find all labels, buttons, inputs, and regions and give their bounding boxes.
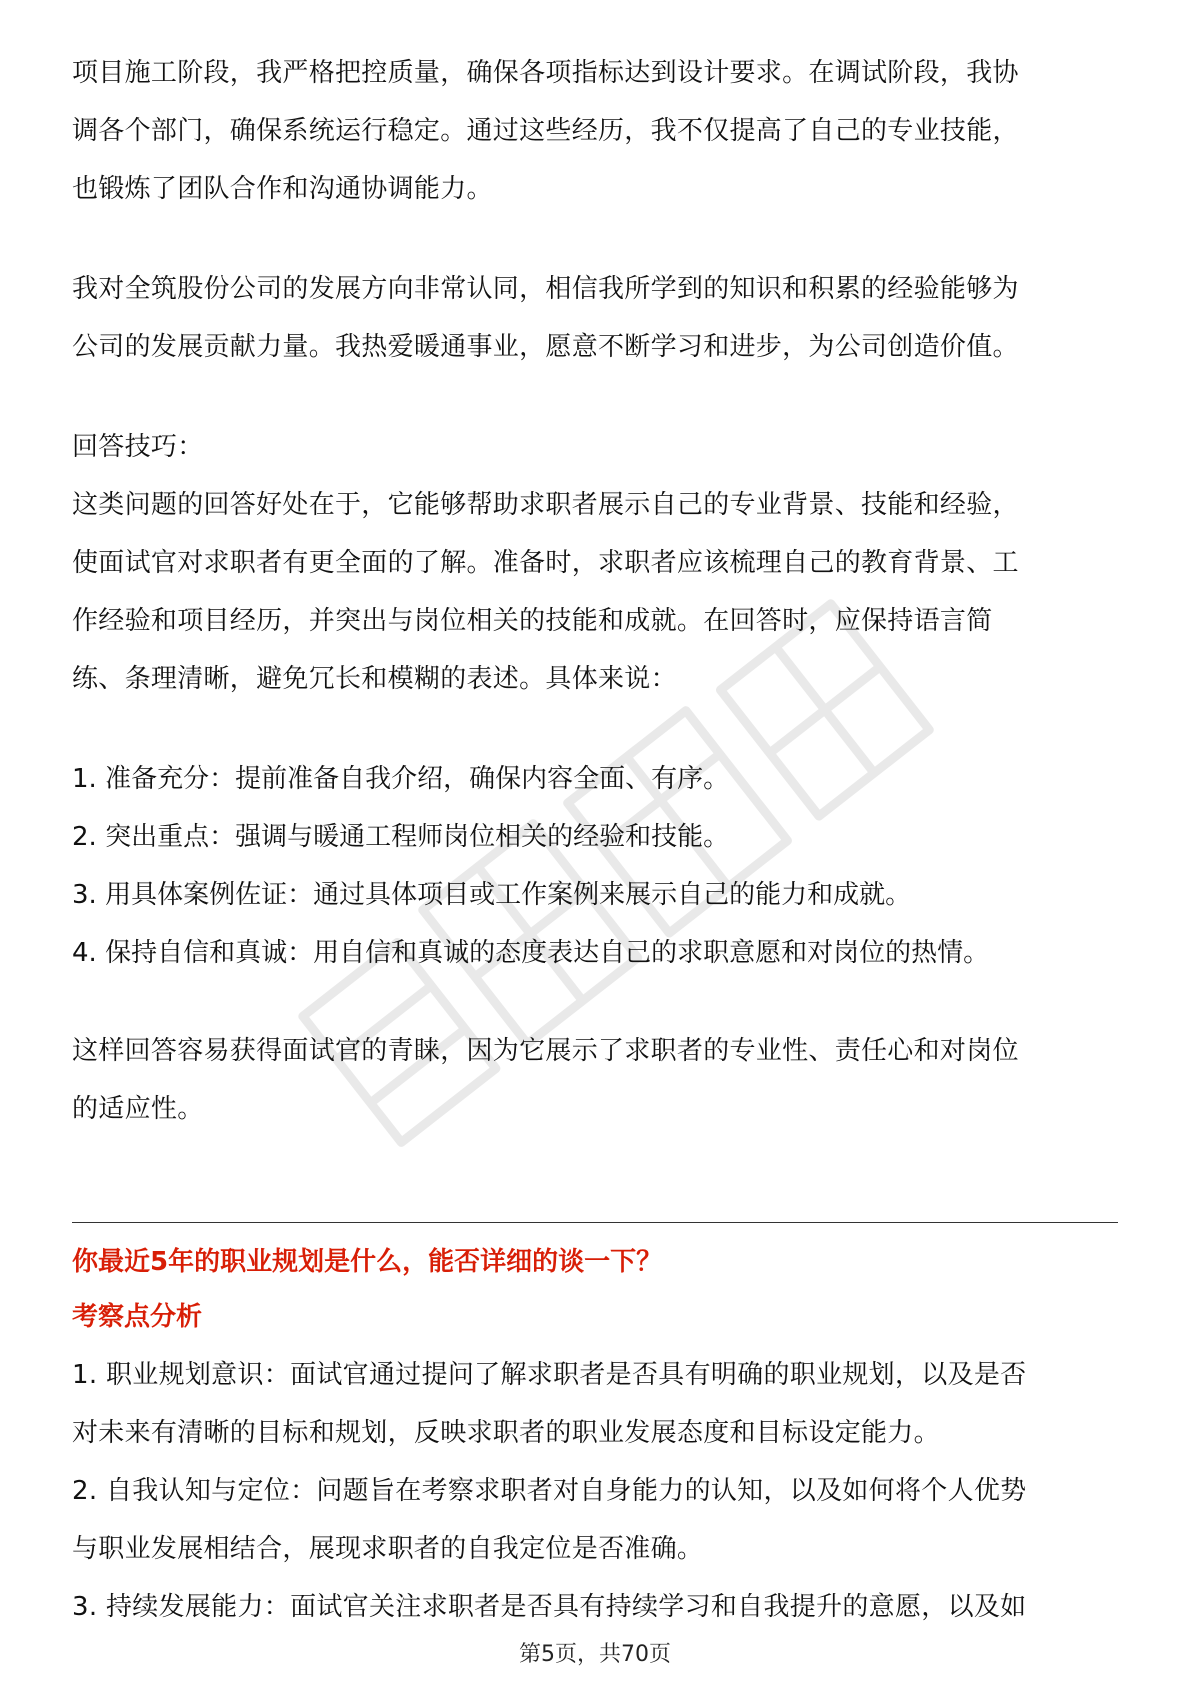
text-line: 1. 职业规划意识：面试官通过提问了解求职者是否具有明确的职业规划，以及是否 <box>72 1360 1027 1390</box>
text-line: 我对全筑股份公司的发展方向非常认同，相信我所学到的知识和积累的经验能够为 <box>72 274 1019 304</box>
text-line: 对未来有清晰的目标和规划，反映求职者的职业发展态度和目标设定能力。 <box>72 1418 940 1448</box>
section-divider <box>72 1222 1118 1223</box>
intro-paragraph-2 <box>72 260 1118 376</box>
list-item: 3. 用具体案例佐证：通过具体项目或工作案例来展示自己的能力和成就。 <box>72 880 912 910</box>
list-item: 1. 准备充分：提前准备自我介绍，确保内容全面、有序。 <box>72 764 730 794</box>
text-line: 公司的发展贡献力量。我热爱暖通事业，愿意不断学习和进步，为公司创造价值。 <box>72 332 1019 362</box>
next-question-section <box>72 1236 1118 1636</box>
tips-list <box>72 750 1118 982</box>
text-line: 也锻炼了团队合作和沟通协调能力。 <box>72 174 493 204</box>
intro-paragraph-1 <box>72 44 1118 218</box>
text-line: 3. 持续发展能力：面试官关注求职者是否具有持续学习和自我提升的意愿，以及如 <box>72 1592 1027 1622</box>
tips-conclusion <box>72 1022 1118 1138</box>
analysis-point <box>72 1578 1118 1636</box>
text-line: 使面试官对求职者有更全面的了解。准备时，求职者应该梳理自己的教育背景、工 <box>72 548 1019 578</box>
text-line: 调各个部门，确保系统运行稳定。通过这些经历，我不仅提高了自己的专业技能， <box>72 116 1019 146</box>
list-item: 4. 保持自信和真诚：用自信和真诚的态度表达自己的求职意愿和对岗位的热情。 <box>72 938 990 968</box>
text-line: 项目施工阶段，我严格把控质量，确保各项指标达到设计要求。在调试阶段，我协 <box>72 58 1019 88</box>
page-number: 第5页，共70页 <box>519 1642 671 1667</box>
analysis-heading: 考察点分析 <box>72 1302 203 1332</box>
text-line: 2. 自我认知与定位：问题旨在考察求职者对自身能力的认知，以及如何将个人优势 <box>72 1476 1027 1506</box>
text-line: 这类问题的回答好处在于，它能够帮助求职者展示自己的专业背景、技能和经验， <box>72 490 1019 520</box>
text-line: 的适应性。 <box>72 1094 204 1124</box>
text-line: 练、条理清晰，避免冗长和模糊的表述。具体来说： <box>72 664 677 694</box>
question-heading: 你最近5年的职业规划是什么，能否详细的谈一下？ <box>72 1247 663 1277</box>
tips-heading: 回答技巧： <box>72 432 204 462</box>
list-item: 2. 突出重点：强调与暖通工程师岗位相关的经验和技能。 <box>72 822 730 852</box>
body-content <box>72 44 1118 1138</box>
analysis-point <box>72 1346 1118 1462</box>
text-line: 这样回答容易获得面试官的青睐，因为它展示了求职者的专业性、责任心和对岗位 <box>72 1036 1019 1066</box>
answer-tips <box>72 418 1118 708</box>
text-line: 作经验和项目经历，并突出与岗位相关的技能和成就。在回答时，应保持语言简 <box>72 606 993 636</box>
text-line: 与职业发展相结合，展现求职者的自我定位是否准确。 <box>72 1534 704 1564</box>
analysis-point <box>72 1462 1118 1578</box>
